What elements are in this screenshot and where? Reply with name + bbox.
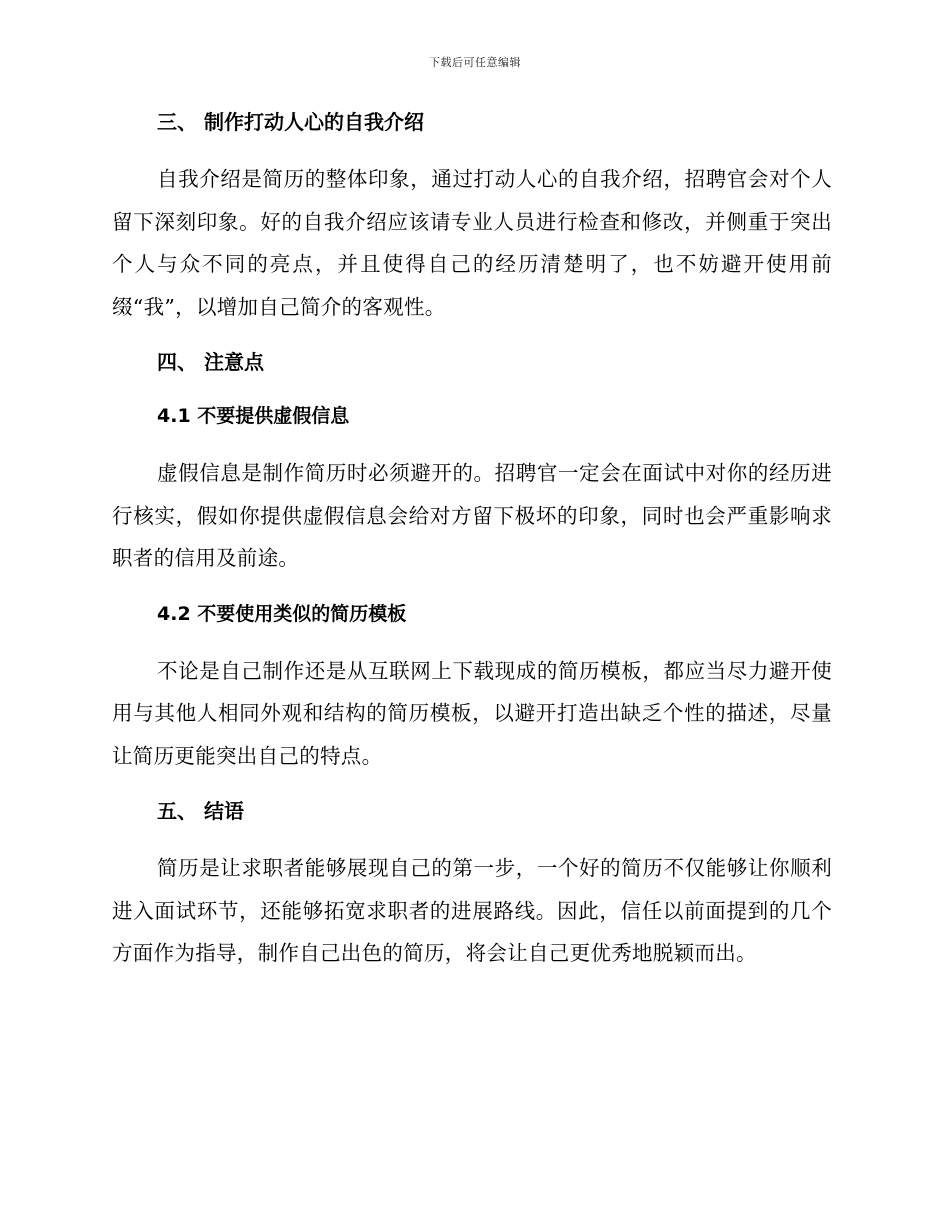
section-3-heading: 三、 制作打动人心的自我介绍 xyxy=(157,110,424,134)
section-4-1-paragraph: 虚假信息是制作简历时必须避开的。招聘官一定会在面试中对你的经历进行核实，假如你提供虚假信息会给对方留下极坏的印象，同时也会严重影响求职者的信用及前途。 xyxy=(112,461,832,570)
header-note: 下载后可任意编辑 xyxy=(429,56,521,69)
section-4-2-heading: 4.2 不要使用类似的简历模板 xyxy=(157,602,407,625)
section-5-paragraph: 简历是让求职者能够展现自己的第一步，一个好的简历不仅能够让你顺利进入面试环节，还能够拓宽求职者的进展路线。因此，信任以前面提到的几个方面作为指导，制作自己出色的简历，将会让自己更优秀地脱颖而出。 xyxy=(112,856,832,965)
section-4-1-heading: 4.1 不要提供虚假信息 xyxy=(157,405,350,427)
document-body xyxy=(112,108,832,975)
section-4-heading: 四、 注意点 xyxy=(157,350,264,374)
section-3-paragraph: 自我介绍是简历的整体印象，通过打动人心的自我介绍，招聘官会对个人留下深刻印象。好的自我介绍应该请专业人员进行检查和修改，并侧重于突出个人与众不同的亮点，并且使得自己的经历清楚明了，也不妨避开使用前缀“我”，以增加自己简介的客观性。 xyxy=(112,167,832,319)
section-4-2-paragraph: 不论是自己制作还是从互联网上下载现成的简历模板，都应当尽力避开使用与其他人相同外观和结构的简历模板，以避开打造出缺乏个性的描述，尽量让简历更能突出自己的特点。 xyxy=(112,658,832,768)
section-5-heading: 五、 结语 xyxy=(157,799,244,823)
